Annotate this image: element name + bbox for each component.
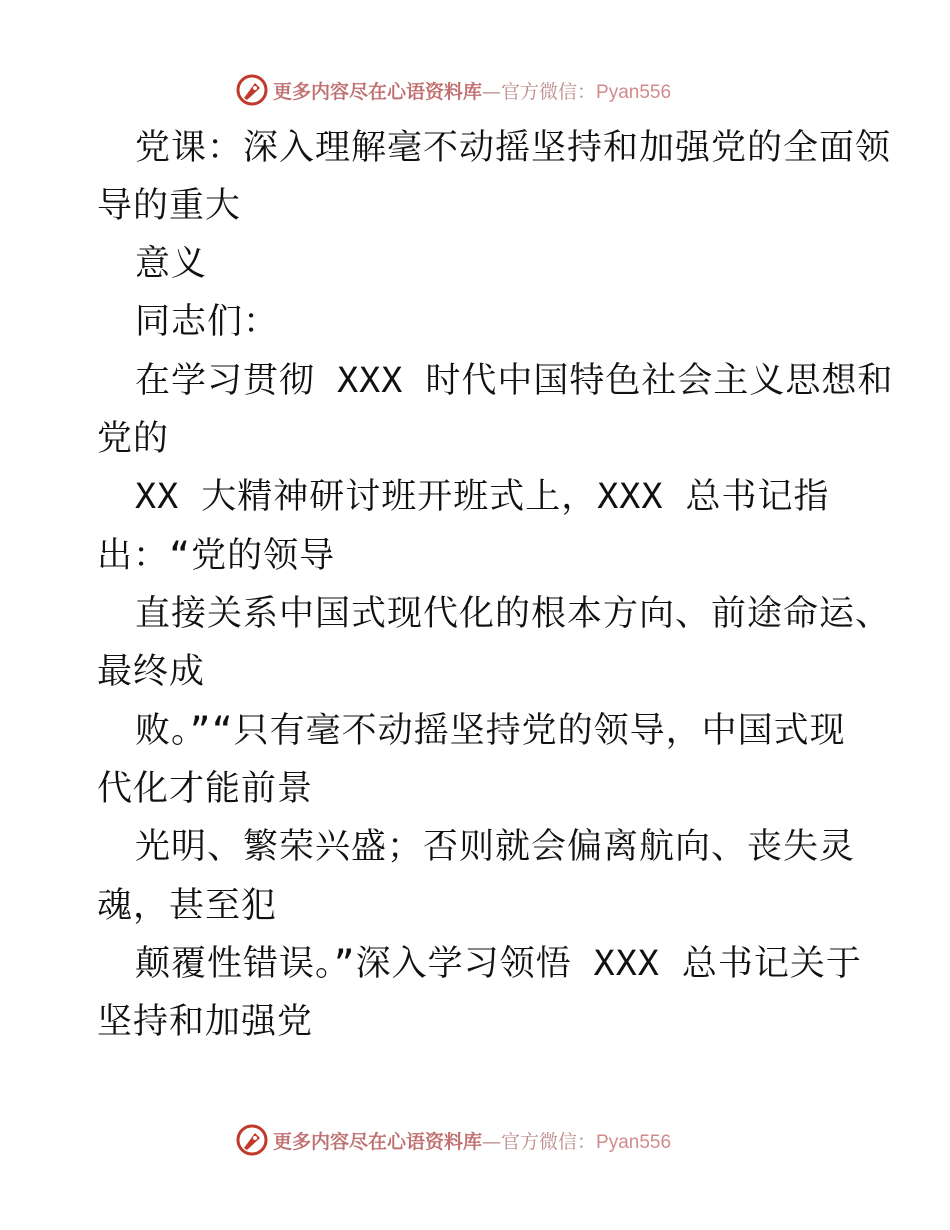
paragraph-line: 魂，甚至犯 [97,886,278,926]
watermark-dash: — [482,1130,502,1153]
watermark-wechat-label: 官方微信： [501,80,597,103]
watermark-wechat-label: 官方微信： [501,1130,597,1153]
paragraph-line: 败。”“只有毫不动摇坚持党的领导，中国式现 [135,711,846,751]
paragraph-line: 出：“党的领导 [97,536,336,576]
header-watermark [235,70,671,110]
paragraph-line: XX 大精神研讨班开班式上，XXX 总书记指 [135,477,830,517]
footer-watermark [235,1120,671,1160]
watermark-wechat-id: Pyan556 [596,81,672,103]
watermark-wechat-id: Pyan556 [596,1131,672,1153]
watermark-dash: — [482,80,502,103]
document-title-line-2: 导的重大 [97,186,242,226]
paragraph-line: 党的 [97,419,170,459]
watermark-brand: 更多内容尽在心语资料库 [273,80,483,103]
watermark-text [273,77,671,104]
watermark-brand: 更多内容尽在心语资料库 [273,1130,483,1153]
paragraph-line: 坚持和加强党 [97,1002,314,1042]
paragraph-line: 直接关系中国式现代化的根本方向、前途命运、 [135,594,892,634]
paragraph-line: 颠覆性错误。”深入学习领悟 XXX 总书记关于 [135,944,862,984]
paragraph-line: 最终成 [97,652,206,692]
watermark-text [273,1127,671,1154]
paragraph-line: 光明、繁荣兴盛；否则就会偏离航向、丧失灵 [135,827,856,867]
salutation-line: 同志们： [135,302,280,342]
pen-nib-logo-icon [235,1123,269,1157]
document-title-line-3: 意义 [135,244,208,284]
document-title-line-1: 党课：深入理解毫不动摇坚持和加强党的全面领 [135,128,892,168]
pen-nib-logo-icon [235,73,269,107]
paragraph-line: 代化才能前景 [97,769,314,809]
paragraph-line: 在学习贯彻 XXX 时代中国特色社会主义思想和 [135,361,894,401]
